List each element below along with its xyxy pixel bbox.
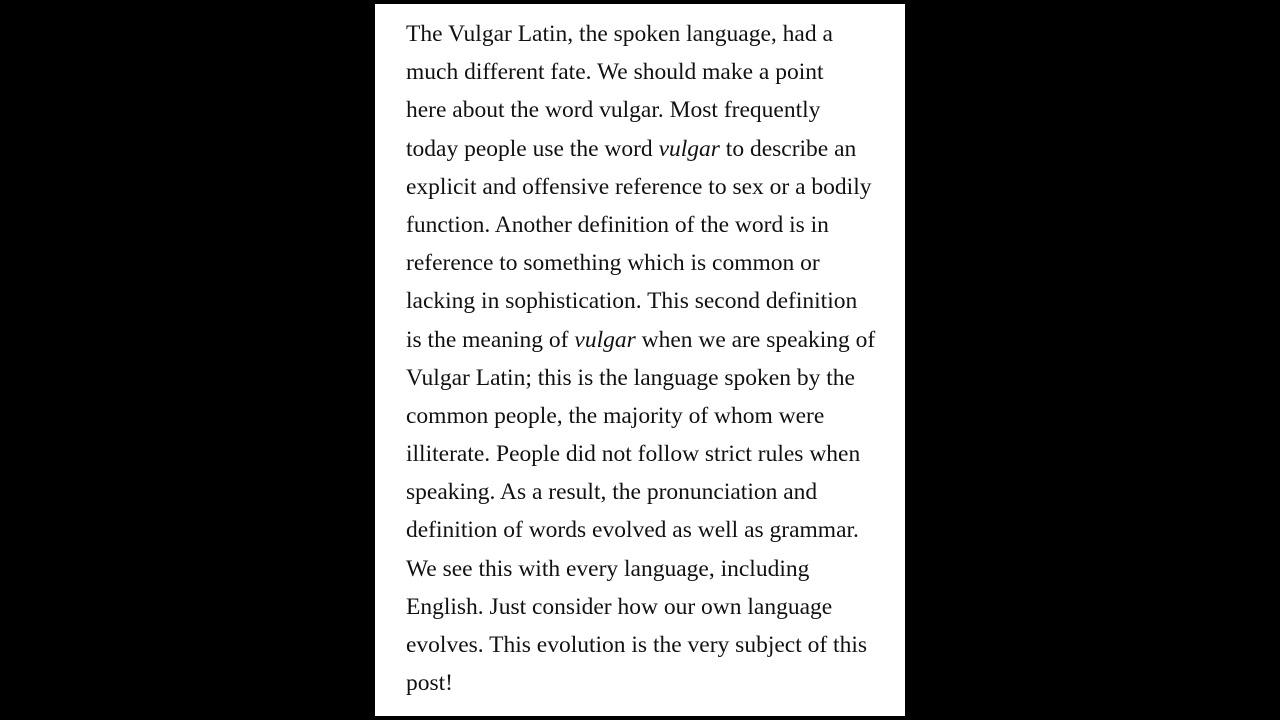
text-line-2: much different fate. We should make a point bbox=[406, 59, 824, 86]
text-line-16: English. Just consider how our own language bbox=[406, 593, 833, 620]
text-line-11: common people, the majority of whom were bbox=[406, 402, 825, 429]
text-line-14: definition of words evolved as well as grammar. bbox=[406, 517, 859, 544]
text-line-15: We see this with every language, including bbox=[406, 555, 810, 582]
text-line-13: speaking. As a result, the pronunciation and bbox=[406, 479, 818, 506]
body-paragraph bbox=[406, 15, 875, 702]
text-line-3: here about the word vulgar. Most frequently bbox=[406, 97, 821, 124]
text-line-8: lacking in sophistication. This second definition bbox=[406, 288, 858, 315]
text-line-5: explicit and offensive reference to sex or a bodily bbox=[406, 173, 872, 200]
text-line-6: function. Another definition of the word is in bbox=[406, 211, 829, 238]
text-line-1: The Vulgar Latin, the spoken language, had a bbox=[406, 21, 833, 47]
text-line-4: today people use the word vulgar to describe an bbox=[406, 135, 857, 162]
text-line-10: Vulgar Latin; this is the language spoken by the bbox=[406, 364, 855, 391]
text-line-17: evolves. This evolution is the very subject of this bbox=[406, 632, 868, 658]
text-line-9: is the meaning of vulgar when we are speaking of bbox=[406, 326, 876, 353]
italic-term-vulgar: vulgar bbox=[574, 326, 636, 353]
text-line-12: illiterate. People did not follow strict rules when bbox=[406, 441, 861, 468]
text-line-18: post! bbox=[406, 670, 453, 697]
text-line-7: reference to something which is common or bbox=[406, 250, 820, 277]
document-page bbox=[375, 4, 905, 716]
italic-term-vulgar: vulgar bbox=[658, 135, 720, 162]
